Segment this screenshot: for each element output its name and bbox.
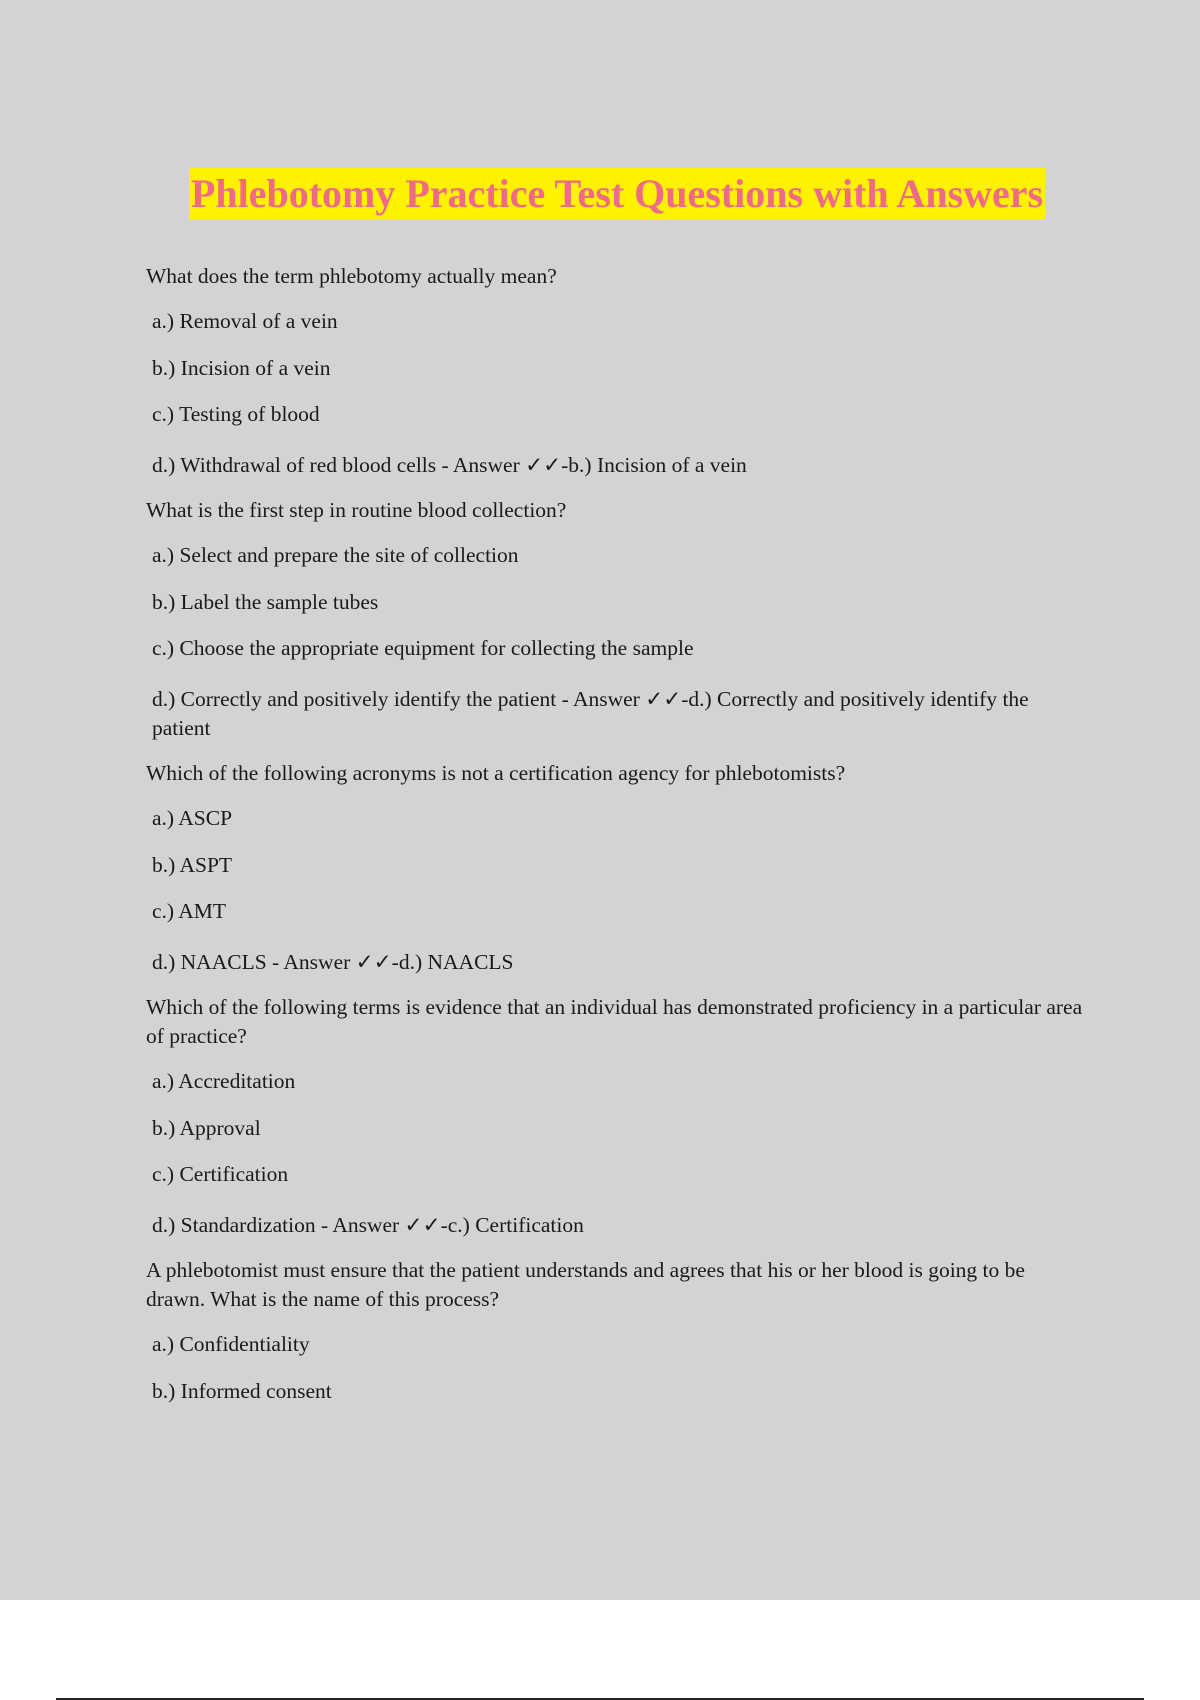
question-list	[146, 262, 1086, 1423]
question-3: Which of the following acronyms is not a certification agency for phlebotomists?	[146, 761, 846, 785]
q2-option-a: a.) Select and prepare the site of collection	[152, 543, 519, 567]
q4-option-d-answer: d.) Standardization - Answer ✓✓-c.) Certification	[152, 1213, 584, 1237]
q3-option-c: c.) AMT	[152, 899, 227, 923]
q1-option-b: b.) Incision of a vein	[152, 355, 331, 380]
q1-option-c: c.) Testing of blood	[152, 402, 320, 426]
q2-option-d-answer	[146, 685, 1086, 743]
q2-option-d-text: d.) Correctly and positively identify the patient - Answer ✓✓-d.) Correctly and positively identify the patient	[152, 687, 1029, 740]
title-wrap	[0, 168, 1200, 220]
question-5: A phlebotomist must ensure that the patient understands and agrees that his or her blood is going to be drawn. What is the name of this process?	[146, 1258, 1025, 1311]
q3-option-d-answer: d.) NAACLS - Answer ✓✓-d.) NAACLS	[152, 950, 514, 974]
question-1: What does the term phlebotomy actually mean?	[146, 264, 557, 288]
q3-option-b: b.) ASPT	[152, 852, 233, 877]
q5-option-a: a.) Confidentiality	[152, 1332, 310, 1356]
question-2: What is the first step in routine blood collection?	[146, 498, 567, 522]
q4-option-c: c.) Certification	[152, 1162, 289, 1186]
q4-option-b: b.) Approval	[152, 1115, 261, 1140]
q4-option-a: a.) Accreditation	[152, 1069, 296, 1093]
q1-option-d-answer: d.) Withdrawal of red blood cells - Answer ✓✓-b.) Incision of a vein	[152, 453, 747, 477]
page-title: Phlebotomy Practice Test Questions with Answers	[189, 168, 1045, 220]
q3-option-a: a.) ASCP	[152, 806, 233, 830]
q2-option-b: b.) Label the sample tubes	[152, 589, 379, 614]
q1-option-a: a.) Removal of a vein	[152, 309, 338, 333]
q5-option-b: b.) Informed consent	[152, 1378, 332, 1403]
question-4: Which of the following terms is evidence that an individual has demonstrated proficiency in a particular area of practice?	[146, 995, 1083, 1048]
q2-option-c: c.) Choose the appropriate equipment for collecting the sample	[152, 636, 694, 660]
